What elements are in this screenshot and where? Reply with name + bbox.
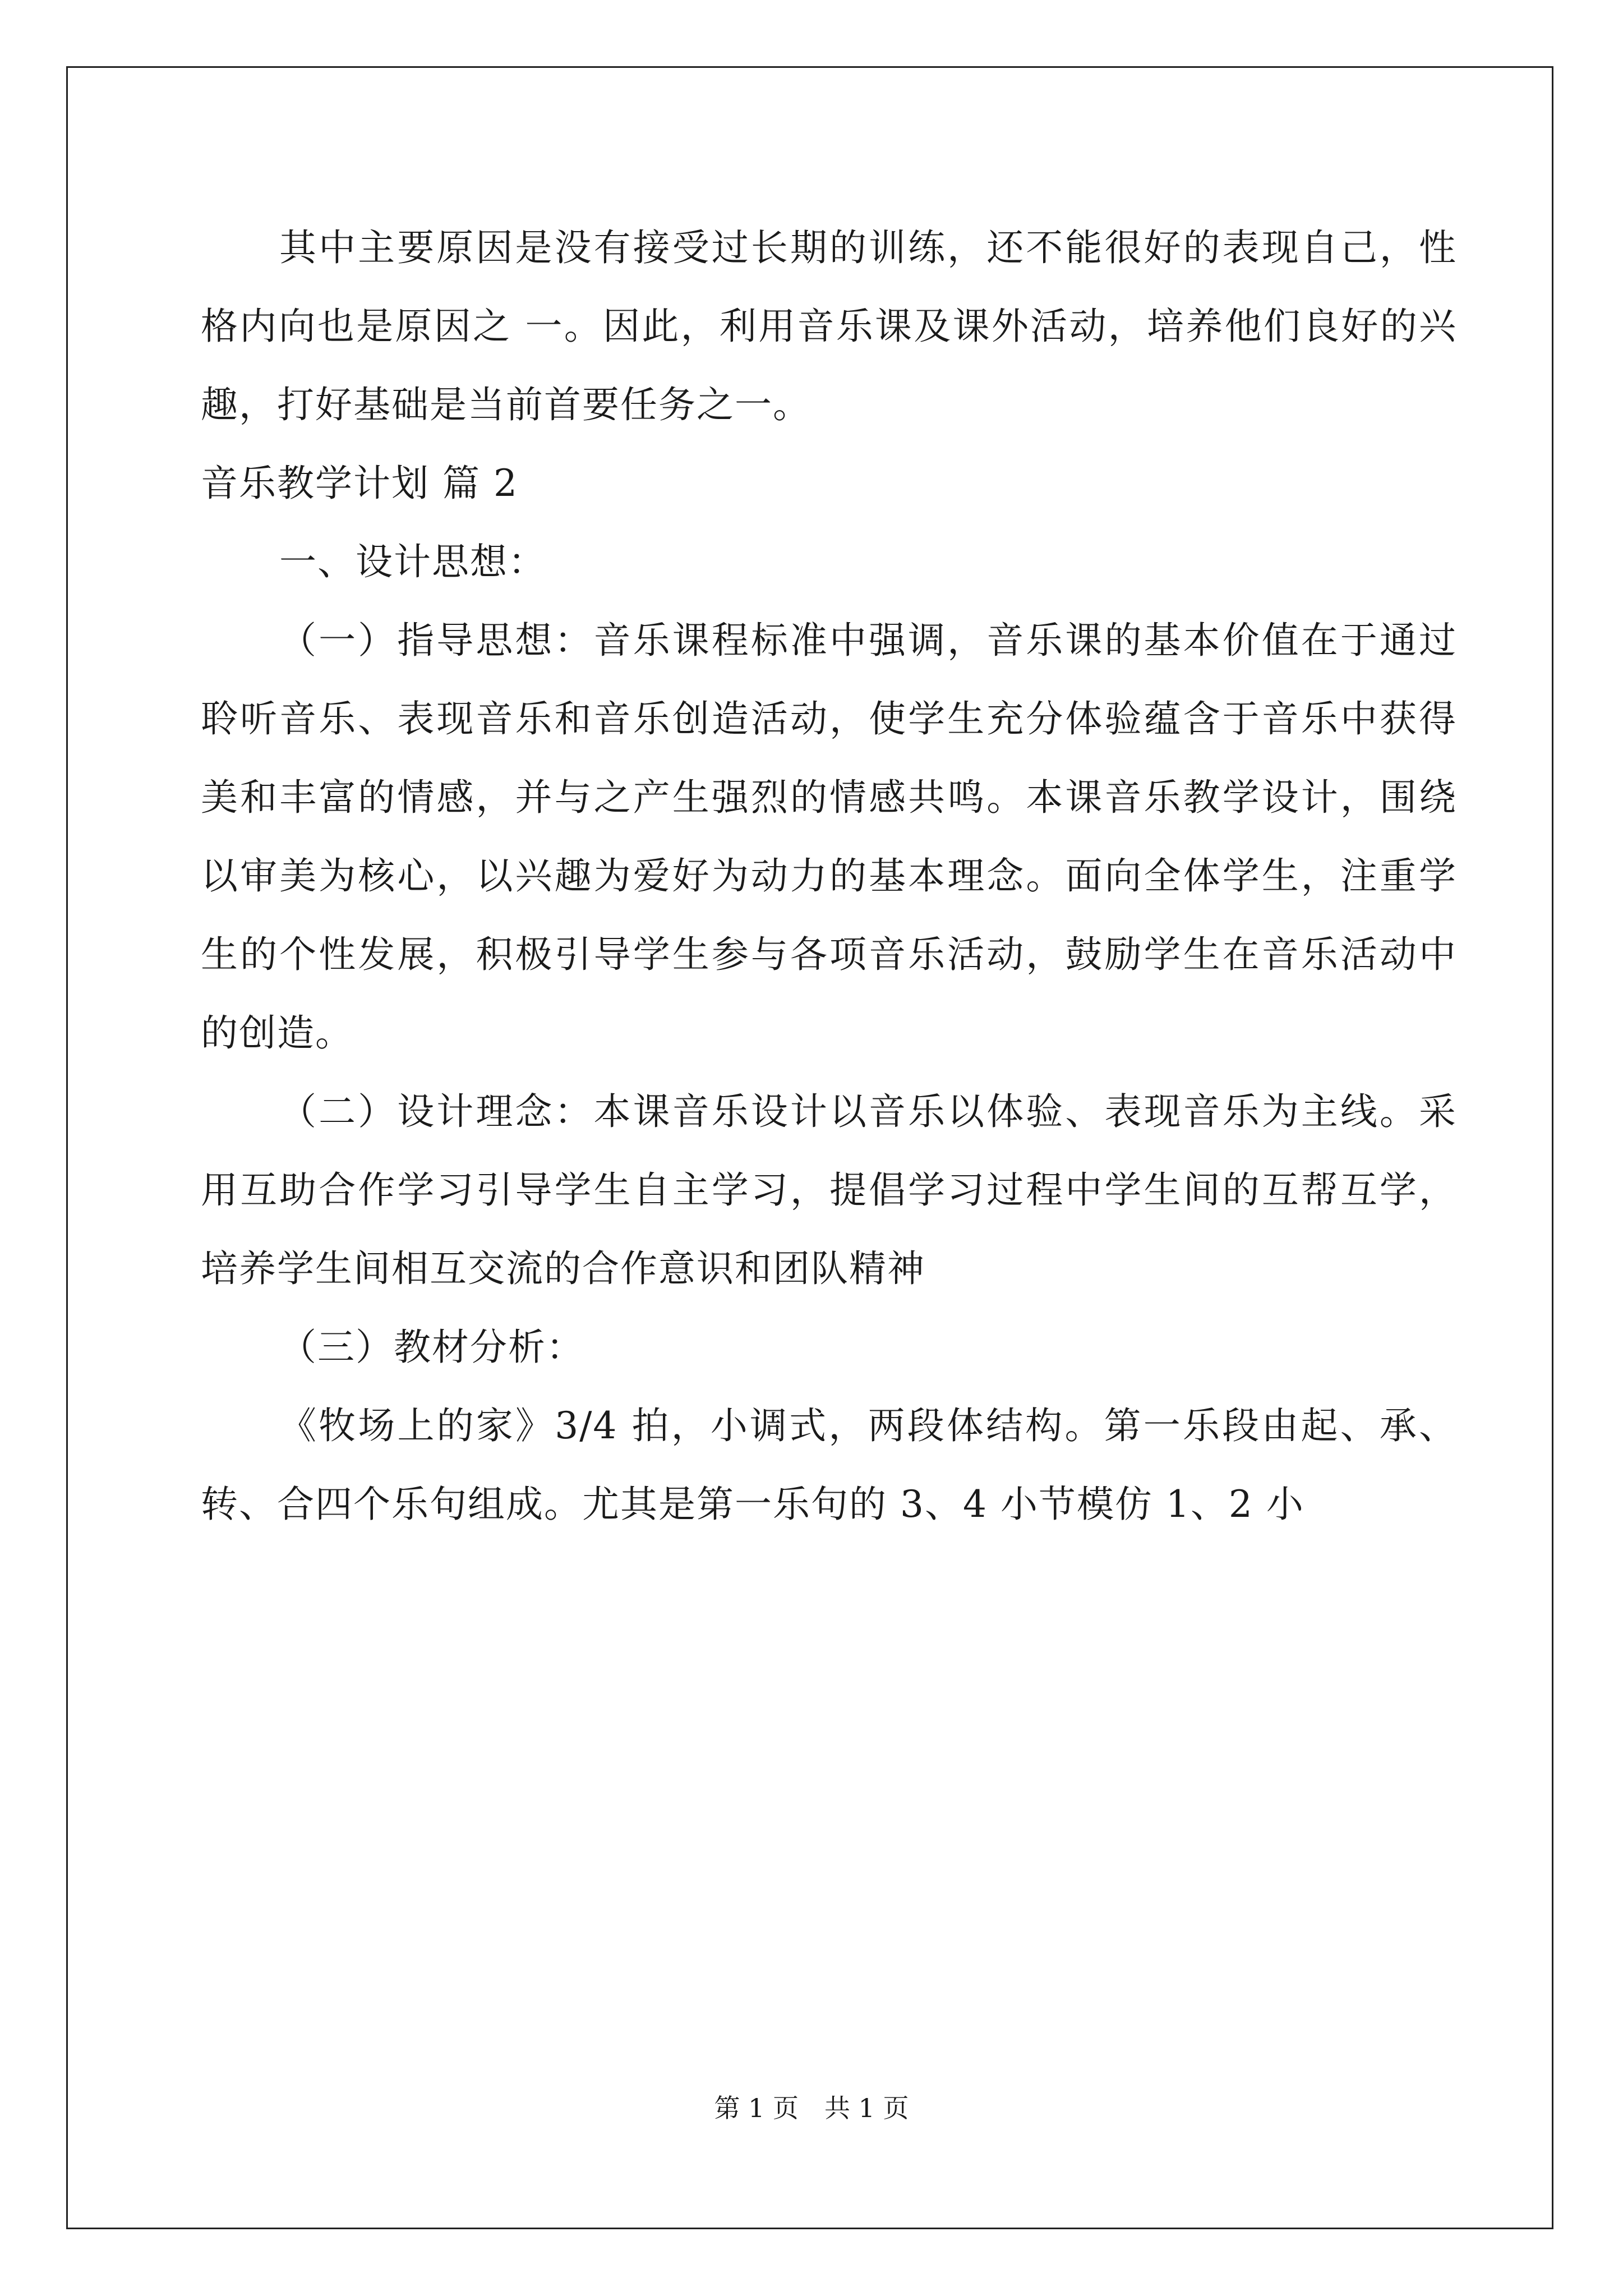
paragraph-design-concept: （二）设计理念：本课音乐设计以音乐以体验、表现音乐为主线。采用互助合作学习引导学生自主学习，提倡学习过程中学生间的互帮互学，培养学生间相互交流的合作意识和团队精神: [201, 1090, 1457, 1290]
heading-material-analysis: （三）教材分析：: [279, 1326, 584, 1369]
heading-design-thoughts: 一、设计思想：: [279, 540, 546, 583]
paragraph-reasons: 其中主要原因是没有接受过长期的训练，还不能很好的表现自己，性格内向也是原因之 一。因此，利用音乐课及课外活动，培养他们良好的兴趣，打好基础是当前首要任务之一。: [201, 226, 1457, 426]
paragraph-material-analysis: 《牧场上的家》3/4 拍，小调式，两段体结构。第一乐段由起、承、转、合四个乐句组成。尤其是第一乐句的 3、4 小节模仿 1、2 小: [201, 1404, 1457, 1526]
page-footer: 第 1 页 共 1 页: [714, 2093, 909, 2123]
paragraph-guiding-thought: （一）指导思想：音乐课程标准中强调，音乐课的基本价值在于通过聆听音乐、表现音乐和音乐创造活动，使学生充分体验蕴含于音乐中获得美和丰富的情感，并与之产生强烈的情感共鸣。本课音乐教学设计，围绕以审美为核心，以兴趣为爱好为动力的基本理念。面向全体学生，注重学生的个性发展，积极引导学生参与各项音乐活动，鼓励学生在音乐活动中的创造。: [201, 619, 1457, 1055]
document-body: [201, 209, 1457, 1544]
section-title: 音乐教学计划 篇 2: [201, 462, 518, 505]
